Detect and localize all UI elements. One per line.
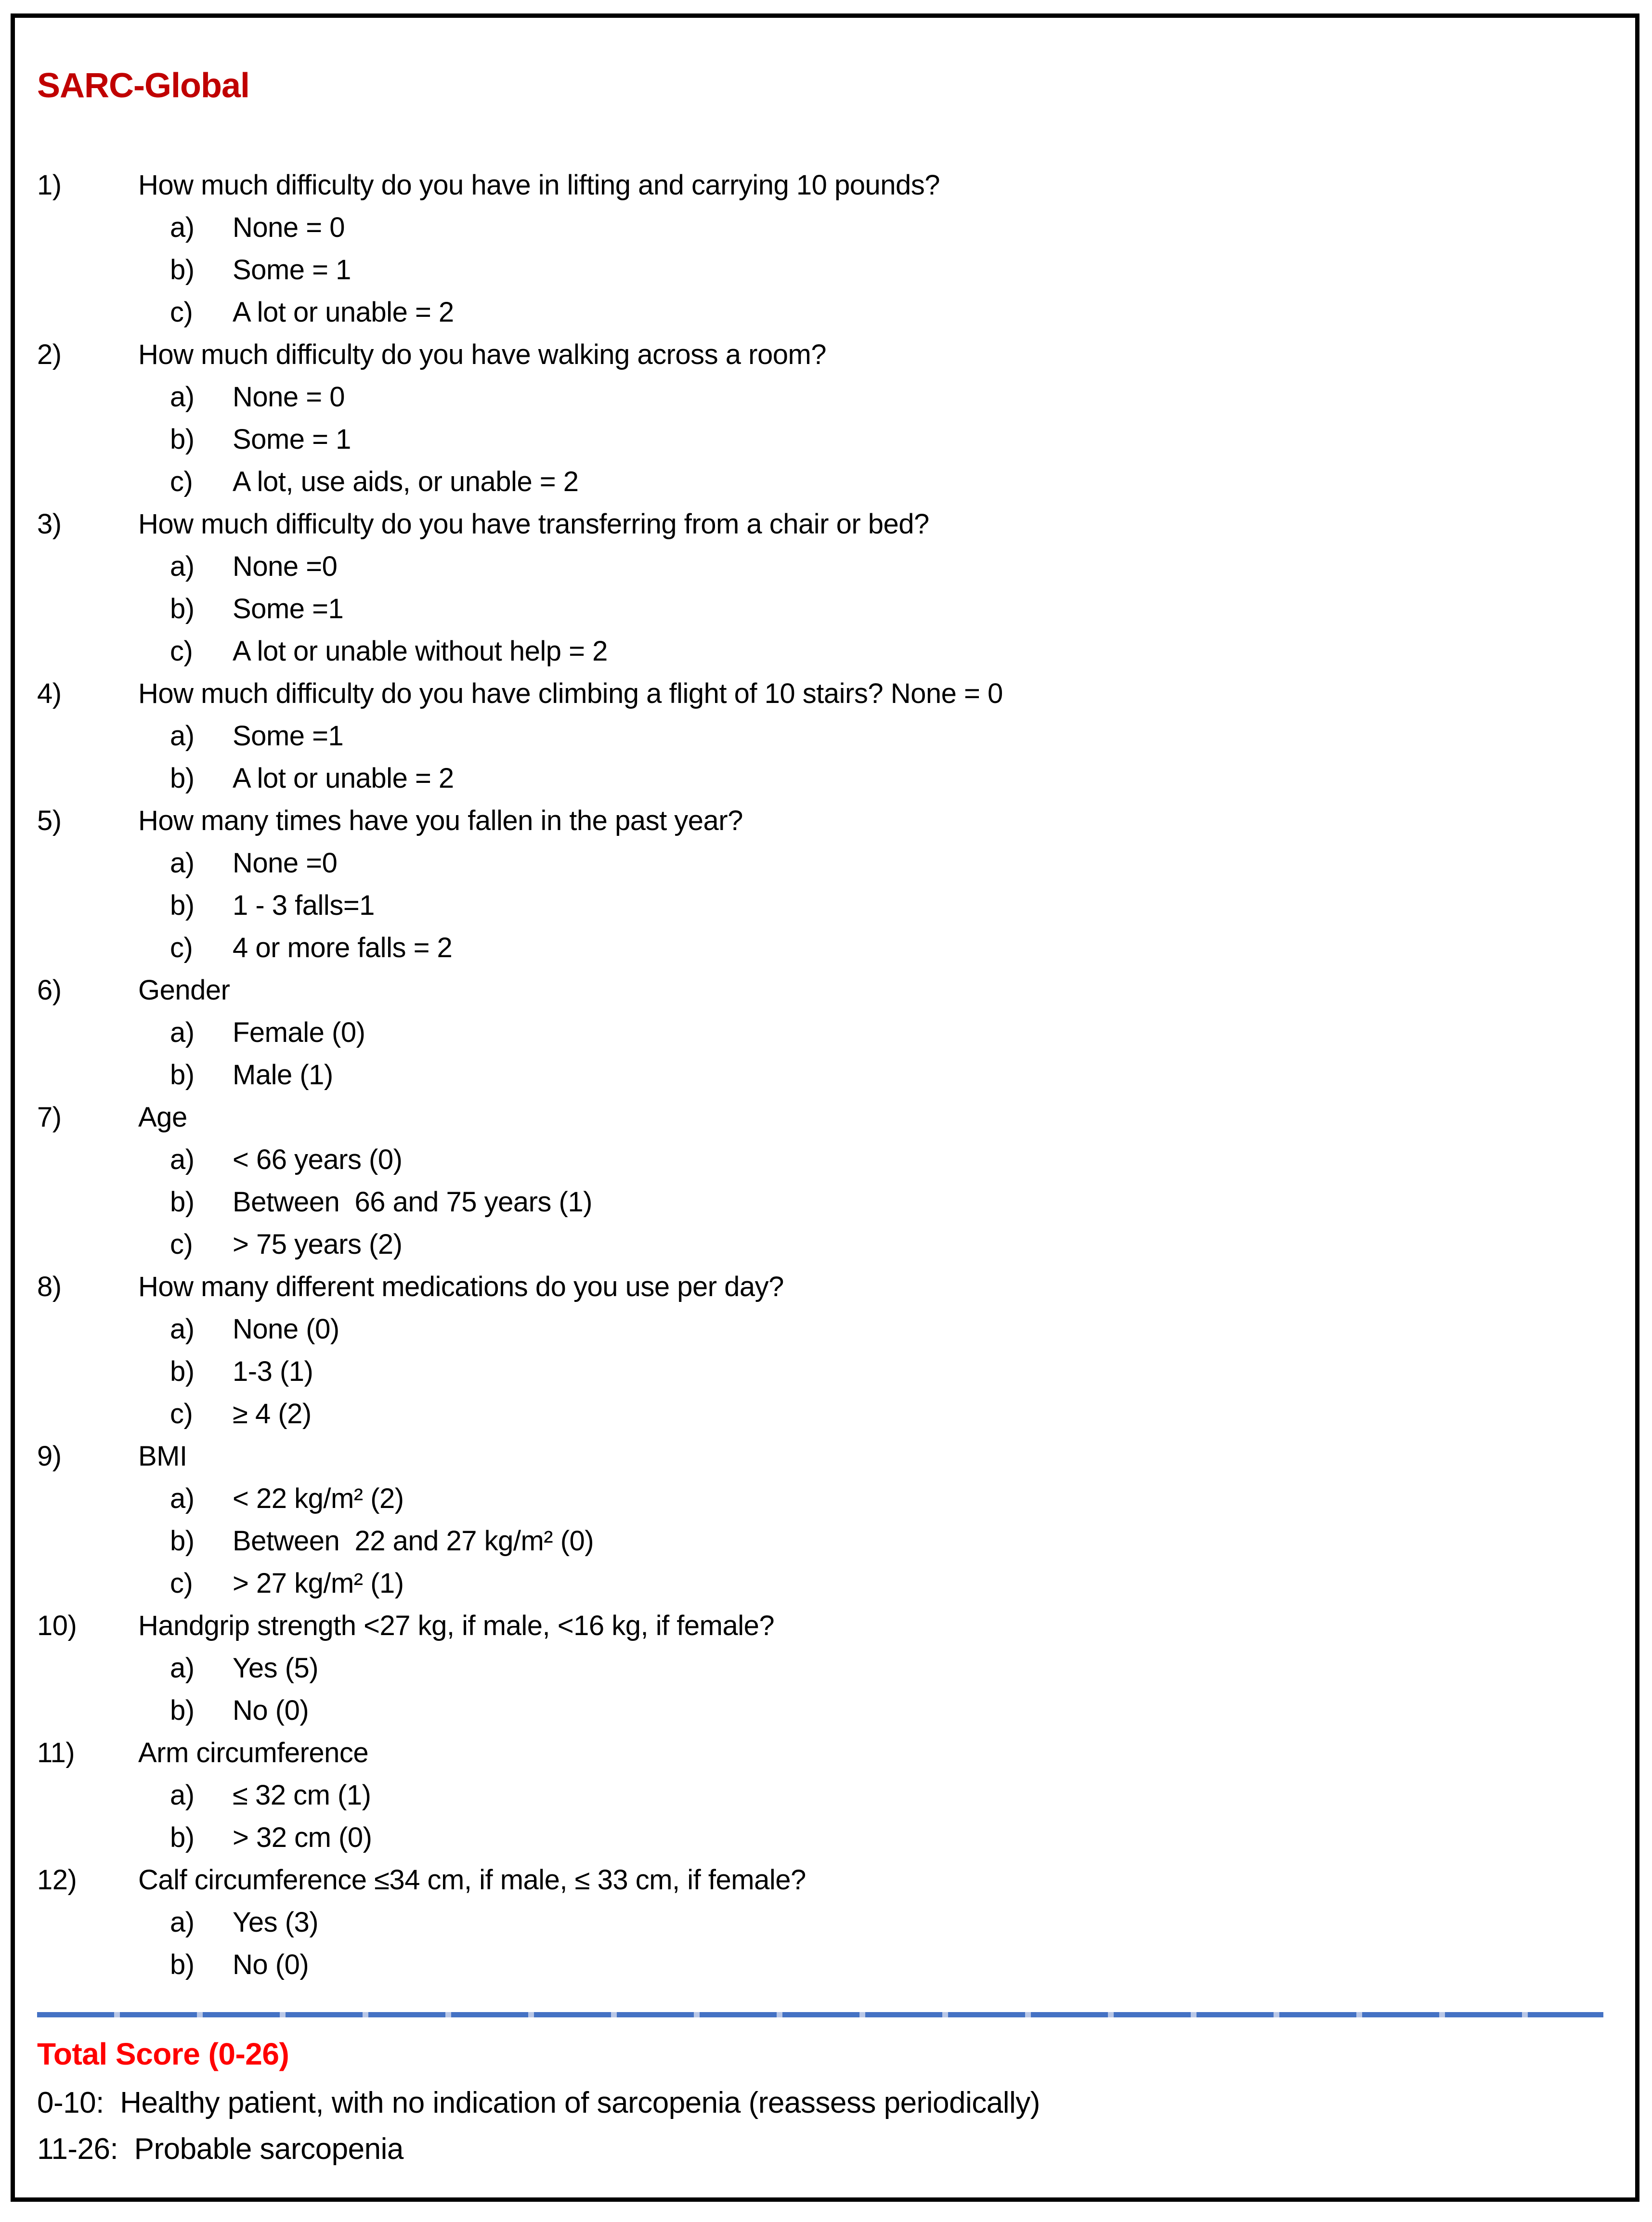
option-item [170, 1308, 1606, 1351]
option-letter: c) [170, 636, 193, 667]
option-item [170, 1562, 1606, 1605]
option-text: < 22 kg/m² (2) [233, 1483, 404, 1514]
question-row [37, 1266, 1606, 1308]
option-list [170, 1012, 1606, 1096]
question-number: 8) [37, 1271, 62, 1302]
option-item [170, 927, 1606, 969]
option-letter: a) [170, 720, 195, 752]
question-text: How much difficulty do you have walking across a room? [138, 339, 827, 370]
option-item [170, 757, 1606, 800]
question-item [37, 1266, 1606, 1435]
option-item [170, 418, 1606, 461]
question-row [37, 673, 1606, 715]
option-letter: a) [170, 1652, 195, 1684]
option-item [170, 1647, 1606, 1689]
option-letter: c) [170, 466, 193, 497]
question-item [37, 1605, 1606, 1732]
question-text: Calf circumference ≤34 cm, if male, ≤ 33 cm, if female? [138, 1864, 806, 1896]
question-number: 10) [37, 1610, 77, 1641]
option-list [170, 1308, 1606, 1435]
question-row [37, 1435, 1606, 1478]
option-letter: c) [170, 1229, 193, 1260]
option-letter: b) [170, 1525, 195, 1557]
question-item [37, 164, 1606, 334]
question-item [37, 1732, 1606, 1859]
question-item [37, 800, 1606, 969]
option-letter: a) [170, 1017, 195, 1048]
option-letter: c) [170, 932, 193, 963]
option-item [170, 1520, 1606, 1562]
question-row [37, 164, 1606, 207]
option-item [170, 376, 1606, 418]
question-list [37, 164, 1606, 1986]
option-letter: c) [170, 297, 193, 328]
option-list [170, 1901, 1606, 1986]
option-text: Yes (5) [233, 1652, 319, 1684]
option-list [170, 715, 1606, 800]
option-text: Between 22 and 27 kg/m² (0) [233, 1525, 594, 1557]
question-item [37, 334, 1606, 503]
option-letter: a) [170, 212, 195, 243]
option-text: None = 0 [233, 212, 345, 243]
question-text: How much difficulty do you have transferring from a chair or bed? [138, 508, 929, 540]
question-row [37, 1605, 1606, 1647]
option-item [170, 1774, 1606, 1817]
option-text: Female (0) [233, 1017, 365, 1048]
option-text: None = 0 [233, 381, 345, 413]
question-row [37, 800, 1606, 842]
option-letter: b) [170, 1356, 195, 1387]
question-number: 11) [37, 1737, 75, 1768]
question-row [37, 1859, 1606, 1901]
question-text: How much difficulty do you have in lifting and carrying 10 pounds? [138, 169, 940, 201]
option-list [170, 842, 1606, 969]
option-list [170, 1139, 1606, 1266]
question-item [37, 1096, 1606, 1266]
option-list [170, 1774, 1606, 1859]
question-text: How many times have you fallen in the past year? [138, 805, 743, 836]
option-item [170, 1478, 1606, 1520]
score-ranges [37, 2080, 1606, 2172]
option-text: Yes (3) [233, 1907, 319, 1938]
option-text: 4 or more falls = 2 [233, 932, 453, 963]
option-item [170, 1944, 1606, 1986]
option-text: < 66 years (0) [233, 1144, 403, 1175]
option-list [170, 1647, 1606, 1732]
option-item [170, 461, 1606, 503]
option-letter: a) [170, 1313, 195, 1345]
question-number: 6) [37, 975, 62, 1006]
option-letter: b) [170, 1695, 195, 1726]
option-text: 1 - 3 falls=1 [233, 890, 375, 921]
option-list [170, 546, 1606, 673]
option-item [170, 1223, 1606, 1266]
score-range-healthy: 0-10: Healthy patient, with no indication of sarcopenia (reassess periodically) [37, 2086, 1040, 2119]
option-letter: b) [170, 1822, 195, 1853]
option-text: A lot or unable without help = 2 [233, 636, 608, 667]
option-item [170, 1139, 1606, 1181]
option-letter: b) [170, 424, 195, 455]
option-text: Male (1) [233, 1059, 333, 1091]
option-letter: a) [170, 1144, 195, 1175]
option-list [170, 1478, 1606, 1605]
question-item [37, 1435, 1606, 1605]
option-item [170, 588, 1606, 630]
question-row [37, 503, 1606, 546]
option-text: No (0) [233, 1949, 309, 1980]
option-text: A lot, use aids, or unable = 2 [233, 466, 579, 497]
option-text: Between 66 and 75 years (1) [233, 1186, 592, 1218]
option-item [170, 1351, 1606, 1393]
option-text: > 75 years (2) [233, 1229, 403, 1260]
page-title: SARC-Global [37, 66, 250, 105]
question-number: 9) [37, 1441, 62, 1472]
option-letter: c) [170, 1398, 193, 1429]
option-letter: a) [170, 551, 195, 582]
question-item [37, 503, 1606, 673]
questionnaire-page [11, 13, 1639, 2202]
option-letter: c) [170, 1568, 193, 1599]
option-letter: a) [170, 1780, 195, 1811]
question-text: Gender [138, 975, 230, 1006]
question-text: Age [138, 1102, 187, 1133]
option-item [170, 630, 1606, 673]
option-letter: a) [170, 847, 195, 879]
option-list [170, 207, 1606, 334]
option-text: Some =1 [233, 593, 344, 624]
question-number: 5) [37, 805, 62, 836]
option-text: Some = 1 [233, 254, 351, 286]
option-text: None =0 [233, 847, 338, 879]
option-letter: b) [170, 890, 195, 921]
option-letter: b) [170, 763, 195, 794]
option-item [170, 291, 1606, 334]
question-row [37, 969, 1606, 1012]
question-number: 2) [37, 339, 62, 370]
question-row [37, 1732, 1606, 1774]
question-item [37, 969, 1606, 1096]
option-letter: b) [170, 1949, 195, 1980]
question-number: 4) [37, 678, 62, 709]
score-range-probable: 11-26: Probable sarcopenia [37, 2132, 403, 2166]
option-letter: a) [170, 1907, 195, 1938]
option-item [170, 842, 1606, 884]
option-text: A lot or unable = 2 [233, 297, 454, 328]
option-item [170, 1901, 1606, 1944]
divider-line [37, 2012, 1603, 2017]
option-item [170, 207, 1606, 249]
option-text: > 32 cm (0) [233, 1822, 372, 1853]
option-text: 1-3 (1) [233, 1356, 313, 1387]
question-item [37, 1859, 1606, 1986]
option-item [170, 1393, 1606, 1435]
option-item [170, 1012, 1606, 1054]
question-item [37, 673, 1606, 800]
option-item [170, 884, 1606, 927]
option-letter: b) [170, 254, 195, 286]
question-text: How many different medications do you use per day? [138, 1271, 784, 1302]
question-number: 7) [37, 1102, 62, 1133]
question-row [37, 334, 1606, 376]
option-item [170, 546, 1606, 588]
option-text: > 27 kg/m² (1) [233, 1568, 404, 1599]
option-item [170, 1181, 1606, 1223]
option-letter: b) [170, 1059, 195, 1091]
option-text: Some = 1 [233, 424, 351, 455]
option-letter: a) [170, 381, 195, 413]
question-text: Arm circumference [138, 1737, 369, 1768]
option-text: ≥ 4 (2) [233, 1398, 312, 1429]
question-row [37, 1096, 1606, 1139]
option-text: None (0) [233, 1313, 339, 1345]
question-text: BMI [138, 1441, 187, 1472]
option-text: ≤ 32 cm (1) [233, 1780, 371, 1811]
option-item [170, 1817, 1606, 1859]
option-letter: a) [170, 1483, 195, 1514]
question-text: Handgrip strength <27 kg, if male, <16 kg, if female? [138, 1610, 775, 1641]
option-letter: b) [170, 593, 195, 624]
option-text: Some =1 [233, 720, 344, 752]
option-text: A lot or unable = 2 [233, 763, 454, 794]
option-text: None =0 [233, 551, 338, 582]
option-item [170, 1689, 1606, 1732]
total-score-label: Total Score (0-26) [37, 2037, 289, 2071]
option-list [170, 376, 1606, 503]
option-letter: b) [170, 1186, 195, 1218]
question-number: 3) [37, 508, 62, 540]
option-text: No (0) [233, 1695, 309, 1726]
question-text: How much difficulty do you have climbing a flight of 10 stairs? None = 0 [138, 678, 1003, 709]
option-item [170, 715, 1606, 757]
question-number: 1) [37, 169, 62, 201]
option-item [170, 249, 1606, 291]
question-number: 12) [37, 1864, 77, 1896]
option-item [170, 1054, 1606, 1096]
